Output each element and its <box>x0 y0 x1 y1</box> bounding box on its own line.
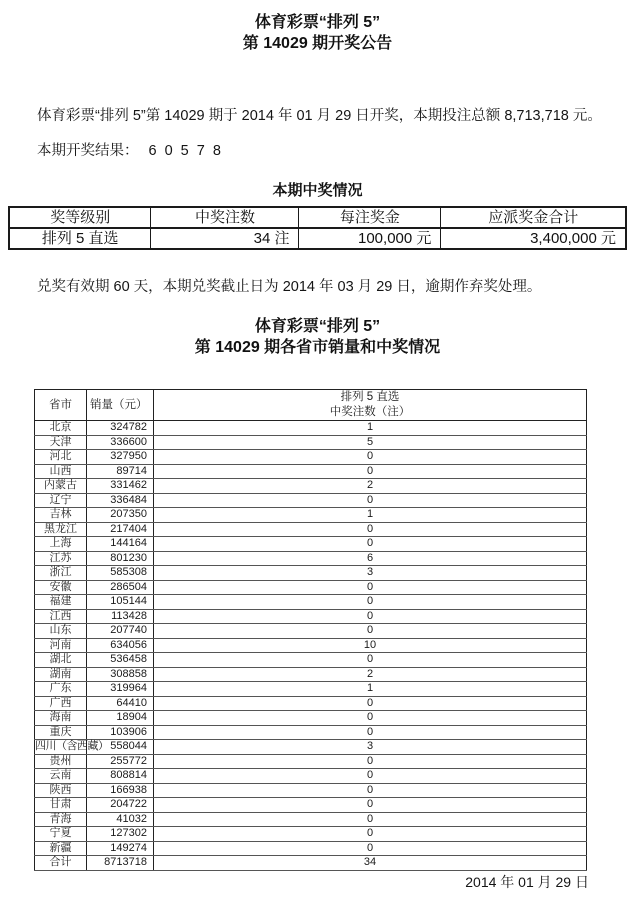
title-line-1: 体育彩票“排列 5” <box>254 14 381 31</box>
province-count-cell: 0 <box>154 812 587 827</box>
province-name-cell: 福建 <box>35 595 87 610</box>
table-row <box>35 798 587 813</box>
province-name-cell: 云南 <box>35 769 87 784</box>
prize-table-header-row <box>9 207 626 228</box>
province-count-cell: 0 <box>154 464 587 479</box>
province-sales-cell: 327950 <box>87 450 154 465</box>
province-count-cell: 0 <box>154 827 587 842</box>
prize-header-level: 奖等级别 <box>9 207 151 228</box>
province-sales-cell: 207350 <box>87 508 154 523</box>
province-sales-cell: 585308 <box>87 566 154 581</box>
province-sales-cell: 204722 <box>87 798 154 813</box>
province-name-cell: 广东 <box>35 682 87 697</box>
province-count-cell: 0 <box>154 754 587 769</box>
table-row <box>35 508 587 523</box>
province-name-cell: 河南 <box>35 638 87 653</box>
table-row <box>35 711 587 726</box>
province-name-cell: 广西 <box>35 696 87 711</box>
province-count-cell: 0 <box>154 537 587 552</box>
province-name-cell: 四川（含西藏） <box>35 740 109 752</box>
province-count-cell: 1 <box>154 508 587 523</box>
province-count-cell: 3 <box>154 740 587 755</box>
province-name-cell: 重庆 <box>35 725 87 740</box>
document-title <box>8 12 627 54</box>
province-name-cell: 甘肃 <box>35 798 87 813</box>
province-count-cell: 5 <box>154 435 587 450</box>
province-name-cell: 宁夏 <box>35 827 87 842</box>
province-sales-cell: 808814 <box>87 769 154 784</box>
province-sales-cell: 558044 <box>87 740 154 755</box>
table-row <box>35 421 587 436</box>
province-sales-cell: 166938 <box>87 783 154 798</box>
prize-header-amount: 每注奖金 <box>299 207 441 228</box>
table-row <box>35 493 587 508</box>
sales-header-count-line-2: 中奖注数（注） <box>329 406 411 418</box>
province-sales-cell: 41032 <box>87 812 154 827</box>
province-name-cell: 天津 <box>35 435 87 450</box>
table-row <box>35 696 587 711</box>
province-name-cell: 吉林 <box>35 508 87 523</box>
sales-table-body <box>35 421 587 871</box>
table-row <box>35 522 587 537</box>
province-count-cell: 0 <box>154 798 587 813</box>
province-name-cell: 北京 <box>35 421 87 436</box>
province-name-cell: 青海 <box>35 812 87 827</box>
table-row <box>35 479 587 494</box>
table-row <box>35 595 587 610</box>
sales-header-count-line-1: 排列 5 直选 <box>340 391 400 403</box>
prize-table-row <box>9 228 626 249</box>
table-row <box>35 638 587 653</box>
province-name-cell: 新疆 <box>35 841 87 856</box>
province-name-cell: 浙江 <box>35 566 87 581</box>
province-count-cell: 1 <box>154 682 587 697</box>
prize-count-cell: 34 注 <box>151 228 299 249</box>
table-row <box>35 754 587 769</box>
draw-result-line <box>8 141 627 161</box>
table-row <box>35 827 587 842</box>
province-sales-cell: 127302 <box>87 827 154 842</box>
province-name-cell: 山西 <box>35 464 87 479</box>
sales-title-line-1: 体育彩票“排列 5” <box>254 318 381 335</box>
province-count-cell: 3 <box>154 566 587 581</box>
province-count-cell: 0 <box>154 522 587 537</box>
prize-table <box>8 206 627 250</box>
intro-paragraph: 体育彩票“排列 5”第 14029 期于 2014 年 01 月 29 日开奖，本期投注总额 8,713,718 元。 <box>37 108 602 124</box>
province-count-cell: 0 <box>154 696 587 711</box>
sales-header-province: 省市 <box>35 390 87 421</box>
table-row <box>35 537 587 552</box>
prize-level-cell: 排列 5 直选 <box>9 228 151 249</box>
prize-section-title: 本期中奖情况 <box>272 182 363 199</box>
province-name-cell: 河北 <box>35 450 87 465</box>
table-row <box>35 435 587 450</box>
province-sales-cell: 634056 <box>87 638 154 653</box>
table-row <box>35 450 587 465</box>
province-count-cell: 0 <box>154 769 587 784</box>
draw-result-label: 本期开奖结果： <box>37 143 139 159</box>
province-sales-cell: 144164 <box>87 537 154 552</box>
table-row <box>35 769 587 784</box>
province-count-cell: 10 <box>154 638 587 653</box>
province-sales-cell: 255772 <box>87 754 154 769</box>
province-sales-cell: 536458 <box>87 653 154 668</box>
province-sales-cell: 207740 <box>87 624 154 639</box>
province-count-cell: 0 <box>154 725 587 740</box>
province-name-cell: 贵州 <box>35 754 87 769</box>
province-name-cell: 陕西 <box>35 783 87 798</box>
prize-header-total: 应派奖金合计 <box>441 207 626 228</box>
table-row <box>35 725 587 740</box>
table-row <box>35 856 587 871</box>
province-sales-cell: 286504 <box>87 580 154 595</box>
redeem-note-paragraph: 兑奖有效期 60 天，本期兑奖截止日为 2014 年 03 月 29 日，逾期作弃奖处理。 <box>37 279 542 295</box>
sales-table-header-row <box>35 390 587 421</box>
province-count-cell: 0 <box>154 493 587 508</box>
province-sales-cell: 89714 <box>87 464 154 479</box>
table-row <box>35 653 587 668</box>
province-sales-cell: 8713718 <box>87 856 154 871</box>
prize-amount-cell: 100,000 元 <box>299 228 441 249</box>
province-count-cell: 6 <box>154 551 587 566</box>
province-name-cell: 江苏 <box>35 551 87 566</box>
province-sales-cell: 308858 <box>87 667 154 682</box>
table-row <box>35 580 587 595</box>
province-name-cell: 湖北 <box>35 653 87 668</box>
province-sales-cell: 149274 <box>87 841 154 856</box>
province-sales-cell: 18904 <box>87 711 154 726</box>
province-count-cell: 0 <box>154 450 587 465</box>
table-row <box>35 667 587 682</box>
table-row <box>35 841 587 856</box>
title-line-2: 第 14029 期开奖公告 <box>242 35 393 52</box>
footer-date: 2014 年 01 月 29 日 <box>465 873 589 890</box>
province-name-cell: 黑龙江 <box>35 522 87 537</box>
province-sales-cell: 801230 <box>87 551 154 566</box>
province-name-cell: 山东 <box>35 624 87 639</box>
province-name-cell: 江西 <box>35 609 87 624</box>
province-name-cell: 安徽 <box>35 580 87 595</box>
province-count-cell: 0 <box>154 609 587 624</box>
province-name-cell: 辽宁 <box>35 493 87 508</box>
table-row <box>35 551 587 566</box>
province-sales-cell: 319964 <box>87 682 154 697</box>
province-count-cell: 0 <box>154 783 587 798</box>
province-name-cell: 湖南 <box>35 667 87 682</box>
province-count-cell: 0 <box>154 595 587 610</box>
province-sales-cell: 113428 <box>87 609 154 624</box>
table-row <box>35 464 587 479</box>
province-sales-table <box>34 389 587 871</box>
province-count-cell: 2 <box>154 667 587 682</box>
province-count-cell: 0 <box>154 580 587 595</box>
province-sales-cell: 217404 <box>87 522 154 537</box>
sales-title-line-2: 第 14029 期各省市销量和中奖情况 <box>194 339 441 356</box>
table-row <box>35 812 587 827</box>
sales-header-count <box>154 390 587 421</box>
table-row <box>35 783 587 798</box>
table-row <box>35 566 587 581</box>
sales-section-title <box>8 316 627 358</box>
table-row <box>35 740 587 755</box>
province-name-cell: 合计 <box>35 856 87 871</box>
province-count-cell: 0 <box>154 653 587 668</box>
province-count-cell: 34 <box>154 856 587 871</box>
prize-total-cell: 3,400,000 元 <box>441 228 626 249</box>
province-count-cell: 2 <box>154 479 587 494</box>
province-count-cell: 0 <box>154 841 587 856</box>
province-sales-cell: 103906 <box>87 725 154 740</box>
province-name-cell: 内蒙古 <box>35 479 87 494</box>
province-count-cell: 0 <box>154 711 587 726</box>
table-row <box>35 609 587 624</box>
province-name-cell: 上海 <box>35 537 87 552</box>
draw-result-numbers: 6 0 5 7 8 <box>148 143 223 159</box>
province-name-cell: 海南 <box>35 711 87 726</box>
province-sales-cell: 324782 <box>87 421 154 436</box>
table-row <box>35 624 587 639</box>
province-sales-cell: 64410 <box>87 696 154 711</box>
province-count-cell: 0 <box>154 624 587 639</box>
province-count-cell: 1 <box>154 421 587 436</box>
province-sales-cell: 336484 <box>87 493 154 508</box>
province-sales-cell: 336600 <box>87 435 154 450</box>
prize-header-count: 中奖注数 <box>151 207 299 228</box>
table-row <box>35 682 587 697</box>
province-sales-cell: 331462 <box>87 479 154 494</box>
sales-header-sales: 销量（元） <box>87 390 154 421</box>
province-sales-cell: 105144 <box>87 595 154 610</box>
